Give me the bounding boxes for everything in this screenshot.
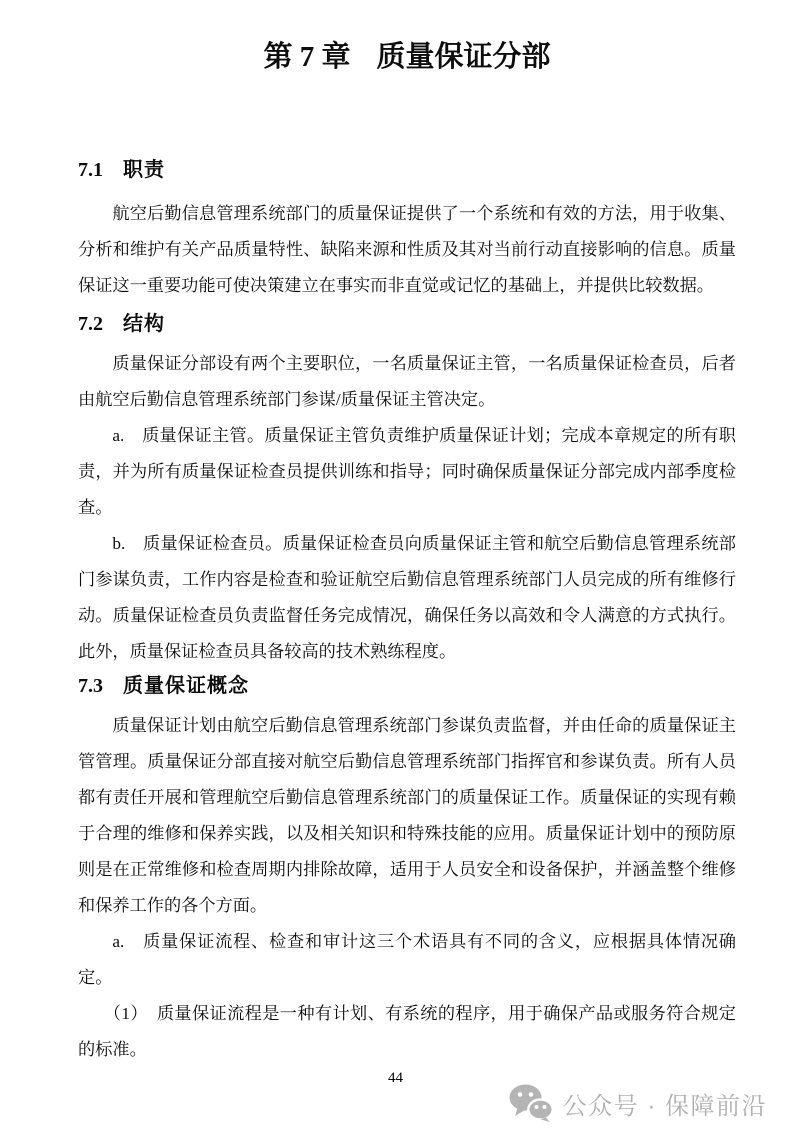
section-number: 7.3 — [78, 675, 103, 697]
paragraph: 航空后勤信息管理系统部门的质量保证提供了一个系统和有效的方法，用于收集、分析和维护有关产品质量特性、缺陷来源和性质及其对当前行动直接影响的信息。质量保证这一重要功能可使决策建立在事实而非直觉或记忆的基础上，并提供比较数据。 — [78, 204, 736, 295]
watermark-text: 公众号 · 保障前沿 — [562, 1092, 767, 1120]
paragraph: 质量保证计划由航空后勤信息管理系统部门参谋负责监督，并由任命的质量保证主管管理。质量保证分部直接对航空后勤信息管理系统部门指挥官和参谋负责。所有人员都有责任开展和管理航空后勤信息管理系统部门的质量保证工作。质量保证的实现有赖于合理的维修和保养实践，以及相关知识和特殊技能的应用。质量保证计划中的预防原则是在正常维修和检查周期内排除故障，适用于人员安全和设备保护，并涵盖整个维修和保养工作的各个方面。 — [78, 716, 736, 915]
section-number: 7.2 — [78, 313, 103, 335]
page-number: 44 — [388, 1070, 403, 1086]
list-item-a: a. 质量保证流程、检查和审计这三个术语具有不同的含义，应根据具体情况确定。 — [78, 932, 736, 987]
section-label: 结构 — [123, 313, 165, 335]
section-heading-7-2 — [78, 312, 736, 336]
chapter-title — [78, 0, 736, 74]
chapter-number: 第 7 章 — [263, 41, 351, 73]
list-item-a: a. 质量保证主管。质量保证主管负责维护质量保证计划；完成本章规定的所有职责，并为所有质量保证检查员提供训练和指导；同时确保质量保证分部完成内部季度检查。 — [78, 426, 736, 517]
list-item-1: （1） 质量保证流程是一种有计划、有系统的程序，用于确保产品或服务符合规定的标准。 — [78, 1004, 736, 1059]
section-label: 质量保证概念 — [123, 675, 249, 697]
section-number: 7.1 — [78, 159, 103, 181]
list-item-b: b. 质量保证检查员。质量保证检查员向质量保证主管和航空后勤信息管理系统部门参谋负责，工作内容是检查和验证航空后勤信息管理系统部门人员完成的所有维修行动。质量保证检查员负责监督任务完成情况，确保任务以高效和令人满意的方式执行。此外，质量保证检查员具备较高的技术熟练程度。 — [78, 534, 736, 661]
section-heading-7-3 — [78, 674, 736, 698]
section-label: 职责 — [123, 159, 165, 181]
chapter-name: 质量保证分部 — [376, 41, 551, 73]
paragraph: 质量保证分部设有两个主要职位，一名质量保证主管，一名质量保证检查员，后者由航空后勤信息管理系统部门参谋/质量保证主管决定。 — [78, 354, 736, 409]
section-heading-7-1 — [78, 158, 736, 182]
wechat-icon — [509, 1084, 553, 1122]
wechat-watermark — [509, 1084, 767, 1122]
document-page — [78, 0, 736, 1068]
